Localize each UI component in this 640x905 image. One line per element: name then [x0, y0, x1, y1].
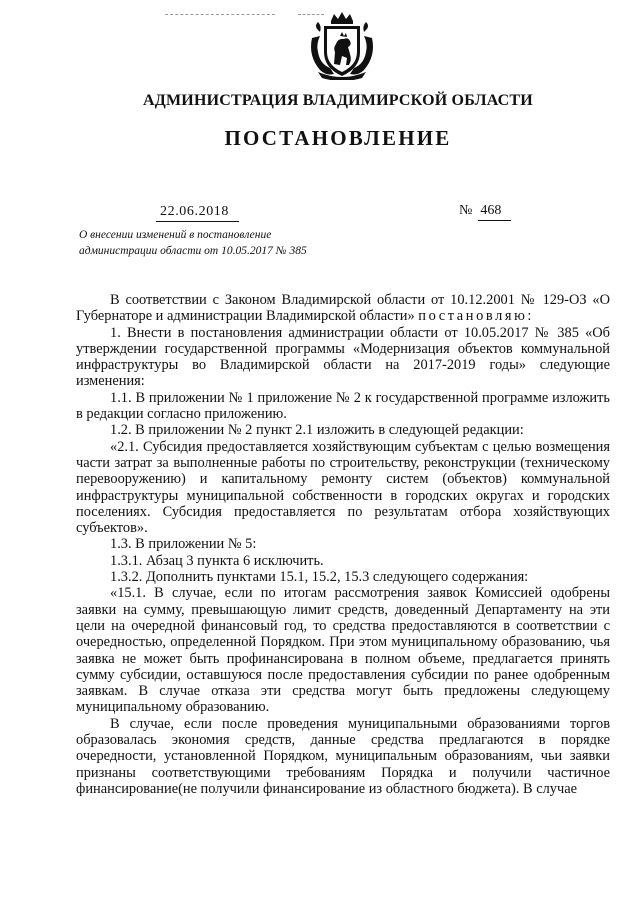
paragraph-item-1-1: 1.1. В приложении № 1 приложение № 2 к государственной программе изложить в редакции согласно приложению.: [76, 389, 610, 423]
paragraph-item-1-3: 1.3. В приложении № 5:: [110, 536, 257, 553]
document-number-block: [459, 203, 511, 221]
number-sign: №: [459, 203, 473, 218]
document-date: 22.06.2018: [156, 204, 239, 222]
document-type-title: ПОСТАНОВЛЕНИЕ: [224, 126, 452, 150]
scan-artifact-line: [165, 14, 275, 16]
document-body: [76, 292, 610, 797]
preamble-text: В соответствии с Законом Владимирской области от 10.12.2001 № 129-ОЗ «О Губернаторе и администрации Владимирской области»: [76, 292, 610, 325]
preamble-resolution-word: постановляю:: [418, 308, 535, 325]
paragraph-quote-2-1: «2.1. Субсидия предоставляется хозяйствующим субъектам с целью возмещения части затрат за выполненные работы по строительству, реконструкции (техническому перевооружению) и капитальному ремонту систем (объектов) коммунальной инфраструктуры муниципальной собственности в городских округах и городских поселениях. Субсидия предоставляется по результатам отбора хозяйствующих субъектов».: [76, 438, 610, 537]
subject-line-2: администрации области от 10.05.2017 № 385: [79, 244, 307, 257]
paragraph-quote-15-1: «15.1. В случае, если по итогам рассмотрения заявок Комиссией одобрены заявки на сумму, превышающую лимит средств, доведенный Департаменту на эти цели на очередной финансовый год, то средства предоставляются в соответствии с очередностью, определенной Порядком. При этом муниципальному образованию, чья заявка не может быть профинансирована в полном объеме, предлагается принять сумму субсидии, оставшуюся после предоставления субсидии по ранее одобренным заявкам. В случае отказа эти средства могут быть предложены следующему муниципальному образованию.: [76, 585, 610, 716]
subject-line-1: О внесении изменений в постановление: [79, 229, 272, 241]
paragraph-item-1: 1. Внести в постановления администрации области от 10.05.2017 № 385 «Об утверждении государственной программы «Модернизация объектов коммунальной инфраструктуры во Владимирской области на 2017-2019 годы» следующие изменения:: [76, 324, 610, 390]
paragraph-item-1-2: 1.2. В приложении № 2 пункт 2.1 изложить в следующей редакции:: [110, 422, 524, 439]
paragraph-preamble: [76, 292, 610, 325]
paragraph-item-1-3-1: 1.3.1. Абзац 3 пункта 6 исключить.: [110, 552, 324, 569]
paragraph-item-1-3-2: 1.3.2. Дополнить пунктами 15.1, 15.2, 15.3 следующего содержания:: [110, 569, 529, 586]
document-subject: [79, 228, 379, 259]
organization-title: АДМИНИСТРАЦИЯ ВЛАДИМИРСКОЙ ОБЛАСТИ: [143, 92, 533, 109]
paragraph-continuation: В случае, если после проведения муниципальными образованиями торгов образовалась экономия средств, данные средства предлагаются в порядке очередности, установленной Порядком, муниципальным образованиям, чьи заявки признаны соответствующими требованиям Порядка и получили частичное финансирование(не получили финансирование из областного бюджета). В случае: [76, 715, 610, 797]
coat-of-arms-icon: [304, 8, 380, 80]
document-number: 468: [478, 203, 511, 221]
